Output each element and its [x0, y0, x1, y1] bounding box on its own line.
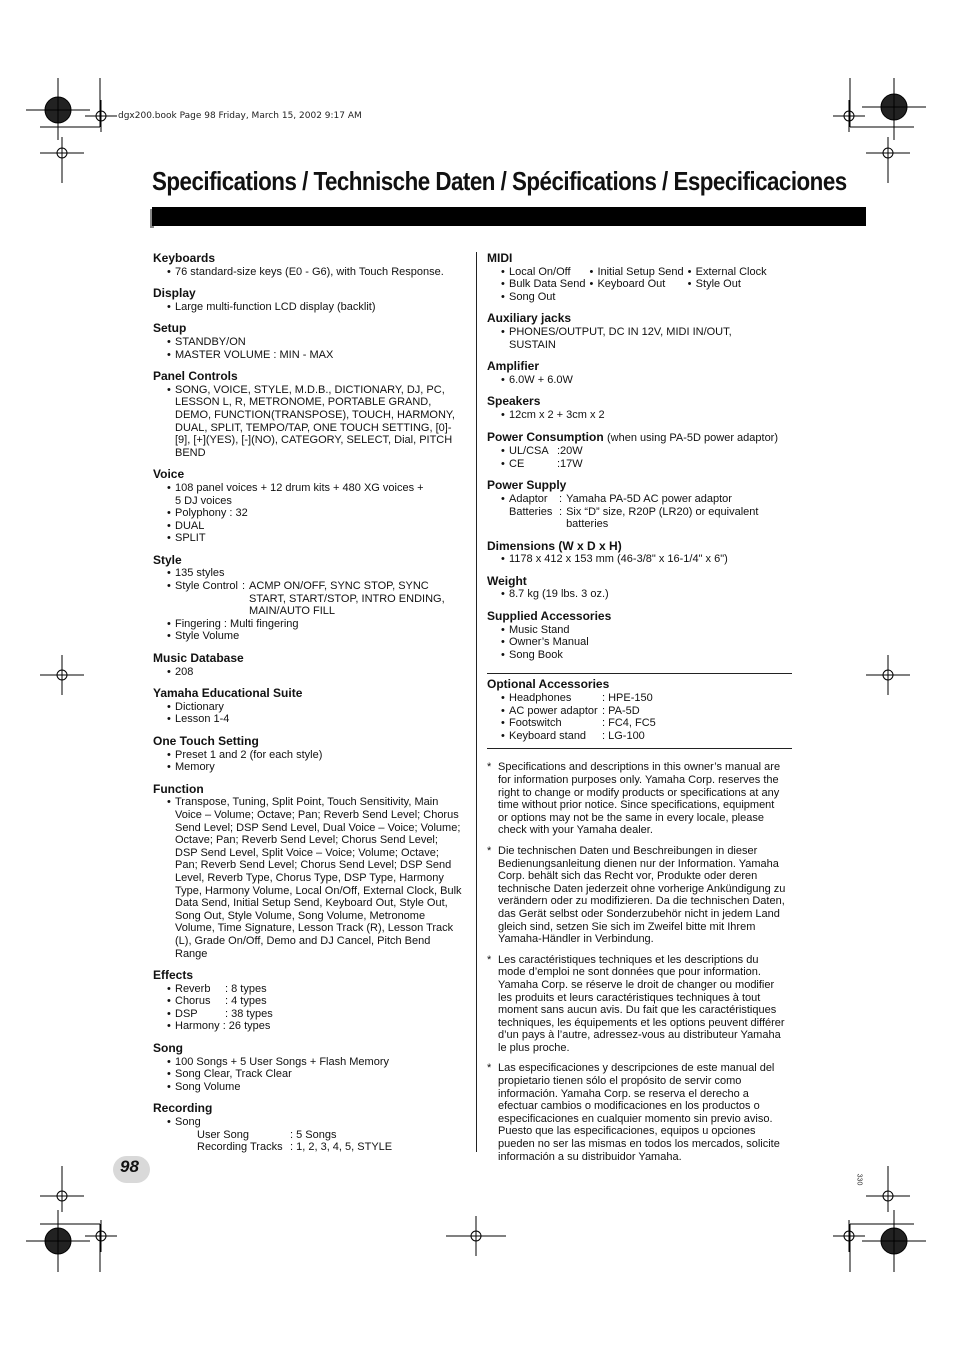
column-divider [476, 252, 477, 1152]
side-code: 330 [855, 1173, 863, 1186]
list-item: • Memory [167, 761, 471, 774]
section-heading: Song [153, 1041, 183, 1056]
footnote-french: * Les caractéristiques techniques et les descriptions du mode d’emploi ne sont données que pour information. Yamaha Corp. se réserve le droit de changer ou modifier les produits et leurs caractéristiques techniques à tout moment sans aucun avis. Du fait que les caractéristiques techniques, les équipements et les options peuvent différer d’un pays à l’autre, adressez-vous au distributeur Yamaha le plus proche. [487, 954, 787, 1055]
list-item [501, 692, 799, 705]
effect-count: : 4 types [225, 995, 267, 1008]
recording-value: : 5 Songs [290, 1128, 337, 1141]
recording-row [167, 1129, 471, 1142]
section-heading: Dimensions (W x D x H) [487, 538, 622, 553]
footnote-spanish: * Las especificaciones y descripciones de este manual del propietario tienen sólo el propósito de servir como información. Yamaha Corp. se reserva el derecho a efectuar cambios o modificaciones en los productos o especificaciones en cualquier momento sin previo aviso. Puesto que las especificaciones, equipos u opciones pueden no ser las mismas en todos los mercados, solicite información a su distribuidor Yamaha. [487, 1062, 787, 1163]
divider-rule [487, 748, 792, 749]
list-item [167, 983, 471, 996]
midi-item: • Initial Setup Send [589, 266, 683, 279]
power-supply-section [487, 479, 799, 530]
section-heading: Style [153, 552, 182, 567]
accessory-name: AC power adaptor [509, 704, 598, 717]
list-item [167, 580, 471, 618]
style-section [153, 554, 471, 643]
accessory-name: Headphones [509, 692, 572, 705]
section-heading: Speakers [487, 394, 541, 409]
keyboards-section [153, 252, 471, 278]
section-note: (when using PA-5D power adaptor) [607, 431, 779, 444]
list-item [167, 1020, 471, 1033]
effect-name: Harmony [175, 1020, 220, 1033]
accessory-model: : LG-100 [602, 729, 645, 742]
footnotes [487, 761, 787, 1163]
list-item: • Preset 1 and 2 (for each style) [167, 749, 471, 762]
list-item: • Song [167, 1116, 471, 1129]
list-item: • 1178 x 412 x 153 mm (46-3/8" x 16-1/4" x 6") [501, 553, 799, 566]
section-heading: Keyboards [153, 251, 216, 265]
list-item: • Transpose, Tuning, Split Point, Touch Sensitivity, Main Voice – Volume; Octave; Pan; Reverb Send Level; Chorus Send Level; DSP Send Level, Dual Voice – Voice; Volume; Octave; Pan; Reverb Send Level; Chorus Send Level; DSP Send Level, Split Voice – Voice; Volume; Octave; Pan; Reverb Send Level; Chorus Send Level; DSP Send Level, Reverb Type, Chorus Type, DSP Type, Harmony Type, Harmony Volume, Local On/Off, External Clock, Bulk Data Send, Initial Setup Send, Keyboard Out, Style Out, Song Out, Style Volume, Song Volume, Metronome Volume, Time Signature, Lesson Track (R), Lesson Track (L), Grade On/Off, Demo and DJ Cancel, Pitch Bend Range [167, 796, 462, 960]
list-item: • 8.7 kg (19 lbs. 3 oz.) [501, 588, 799, 601]
list-item: • SONG, VOICE, STYLE, M.D.B., DICTIONARY, DJ, PC, LESSON L, R, METRONOME, PORTABLE GRAND, DEMO, FUNCTION(TRANSPOSE), TOUCH, HARMONY, DUAL, SPLIT, TEMPO/TAP, ONE TOUCH SETTING, [0]-[9], [+](YES), [-](NO), CATEGORY, SELECT, Dial, PITCH BEND [167, 384, 457, 460]
section-heading: Recording [153, 1101, 213, 1116]
midi-item: • Keyboard Out [589, 278, 683, 291]
power-label: CE [509, 457, 525, 470]
midi-item: • Bulk Data Send [501, 278, 585, 291]
song-section [153, 1042, 471, 1093]
list-item: • DUAL [167, 520, 429, 533]
list-item [167, 1008, 471, 1021]
section-heading: Power Supply [487, 478, 567, 493]
recording-label: Recording Tracks [197, 1141, 283, 1154]
supplied-accessories-section [487, 610, 799, 661]
recording-value: : 1, 2, 3, 4, 5, STYLE [290, 1141, 393, 1154]
list-item: • STANDBY/ON [167, 336, 471, 349]
list-item: • 100 Songs + 5 User Songs + Flash Memory [167, 1056, 471, 1069]
section-heading: Display [153, 286, 196, 301]
list-item: • 108 panel voices + 12 drum kits + 480 XG voices + 5 DJ voices [167, 482, 429, 507]
midi-item: • External Clock [688, 266, 767, 279]
list-item: • SPLIT [167, 532, 429, 545]
effect-count: : 38 types [225, 1007, 273, 1020]
power-label: UL/CSA [509, 445, 549, 458]
list-item [501, 493, 799, 531]
print-header-line: dgx200.book Page 98 Friday, March 15, 2002 9:17 AM [118, 111, 362, 121]
style-control-sep: : [241, 580, 246, 593]
list-item: • MASTER VOLUME : MIN - MAX [167, 349, 471, 362]
divider-rule [487, 673, 792, 674]
display-section [153, 287, 471, 313]
voice-section [153, 468, 471, 545]
accessory-model: : PA-5D [602, 704, 640, 717]
weight-section [487, 575, 799, 601]
section-heading: Amplifier [487, 359, 540, 374]
one-touch-setting-section [153, 735, 471, 774]
list-item: • PHONES/OUTPUT, DC IN 12V, MIDI IN/OUT, SUSTAIN [501, 326, 751, 351]
panel-controls-section [153, 370, 471, 459]
optional-accessories-section [487, 678, 799, 742]
list-item [501, 458, 799, 471]
midi-item: • Style Out [688, 278, 767, 291]
speakers-section [487, 395, 799, 421]
list-item: • 208 [167, 666, 471, 679]
footnote-english: * Specifications and descriptions in this owner’s manual are for information purposes only. Yamaha Corp. reserves the right to change or modify products or specifications at any time without prior notice. Since specifications, equipment or options may not be the same in every locale, please check with your Yamaha dealer. [487, 761, 787, 837]
section-heading: Panel Controls [153, 369, 238, 384]
title-bar [152, 207, 866, 226]
section-heading: Music Database [153, 651, 244, 666]
list-item: • 6.0W + 6.0W [501, 374, 799, 387]
educational-suite-section [153, 687, 471, 726]
footnote-german: * Die technischen Daten und Beschreibungen in dieser Bedienungsanleitung dienen nur der Information. Yamaha Corp. behält sich das Recht vor, Produkte oder deren technische Daten jederzeit ohne vorherige Ankündigung zu verändern oder zu modifizieren. Da die technischen Daten, das Gerät selbst oder Sonderzubehör nicht in jedem Land gleich sind, setzen Sie sich im Zweifel bitte mit Ihrem Yamaha-Händler in Verbindung. [487, 845, 787, 946]
section-heading: Supplied Accessories [487, 609, 612, 624]
page-title: Specifications / Technische Daten / Spécifications / Especificaciones [152, 166, 847, 196]
recording-label: User Song [197, 1128, 249, 1141]
effect-name: DSP [175, 1007, 198, 1020]
music-database-section [153, 652, 471, 678]
section-heading: Weight [487, 573, 527, 588]
midi-section [487, 252, 799, 303]
section-heading: Function [153, 781, 204, 796]
list-item [501, 705, 799, 718]
accessory-model: : HPE-150 [602, 692, 653, 705]
midi-row [501, 291, 771, 304]
section-heading: One Touch Setting [153, 734, 259, 748]
list-item: • Lesson 1-4 [167, 713, 471, 726]
midi-row [501, 266, 771, 279]
supply-label: Batteries [509, 505, 553, 518]
setup-section [153, 322, 471, 361]
section-heading: Auxiliary jacks [487, 311, 572, 326]
list-item: • Song Volume [167, 1081, 471, 1094]
effect-count: : 8 types [225, 982, 267, 995]
recording-row [167, 1141, 471, 1154]
page-number: 98 [120, 1157, 139, 1176]
list-item: • 135 styles [167, 567, 471, 580]
list-item: • Fingering : Multi fingering [167, 618, 471, 631]
list-item: • 76 standard-size keys (E0 - G6), with Touch Response. [167, 266, 471, 279]
section-heading: Effects [153, 968, 194, 983]
list-item [501, 730, 799, 743]
section-heading: Optional Accessories [487, 677, 610, 692]
accessory-name: Footswitch [509, 717, 562, 730]
auxiliary-jacks-section [487, 312, 799, 351]
dimensions-section [487, 540, 799, 566]
supply-value: Yamaha PA-5D AC power adaptor [566, 492, 732, 505]
list-item: • Dictionary [167, 701, 471, 714]
list-item: • 12cm x 2 + 3cm x 2 [501, 409, 799, 422]
list-item: • Style Volume [167, 630, 471, 643]
list-item: • Large multi-function LCD display (backlit) [167, 301, 471, 314]
effects-section [153, 969, 471, 1033]
list-item: • Music Stand [501, 624, 799, 637]
list-item: • Song Book [501, 649, 799, 662]
supply-value: Six “D” size, R20P (LR20) or equivalent batteries [566, 505, 759, 531]
right-column [487, 252, 799, 1171]
effect-name: Chorus [175, 995, 211, 1008]
function-section [153, 783, 471, 960]
accessory-name: Keyboard stand [509, 729, 587, 742]
effect-name: Reverb [175, 982, 211, 995]
power-value: :20W [557, 445, 583, 458]
accessory-model: : FC4, FC5 [602, 717, 656, 730]
list-item: • Owner’s Manual [501, 636, 799, 649]
effect-count: : 26 types [222, 1020, 271, 1033]
recording-section [153, 1102, 471, 1153]
supply-label: • Adaptor [509, 492, 548, 505]
list-item: • Song Clear, Track Clear [167, 1068, 471, 1081]
supply-sep: : [559, 505, 563, 518]
midi-item: • Song Out [501, 291, 585, 304]
supply-sep: : [559, 492, 563, 505]
list-item [501, 717, 799, 730]
power-consumption-section [487, 431, 799, 471]
style-control-value: ACMP ON/OFF, SYNC STOP, SYNC START, START/STOP, INTRO ENDING, MAIN/AUTO FILL [249, 580, 445, 618]
style-control-label: • Style Control [175, 580, 238, 593]
section-heading: Setup [153, 321, 187, 336]
list-item: • Polyphony : 32 [167, 507, 429, 520]
list-item [501, 445, 799, 458]
section-heading: MIDI [487, 251, 513, 265]
list-item [167, 995, 471, 1008]
midi-item: • Local On/Off [501, 266, 585, 279]
section-heading: Voice [153, 467, 185, 482]
power-value: :17W [557, 457, 583, 470]
midi-row [501, 278, 771, 291]
section-heading: Power Consumption [487, 429, 604, 444]
section-heading: Yamaha Educational Suite [153, 686, 303, 701]
left-column [153, 252, 471, 1163]
amplifier-section [487, 360, 799, 386]
